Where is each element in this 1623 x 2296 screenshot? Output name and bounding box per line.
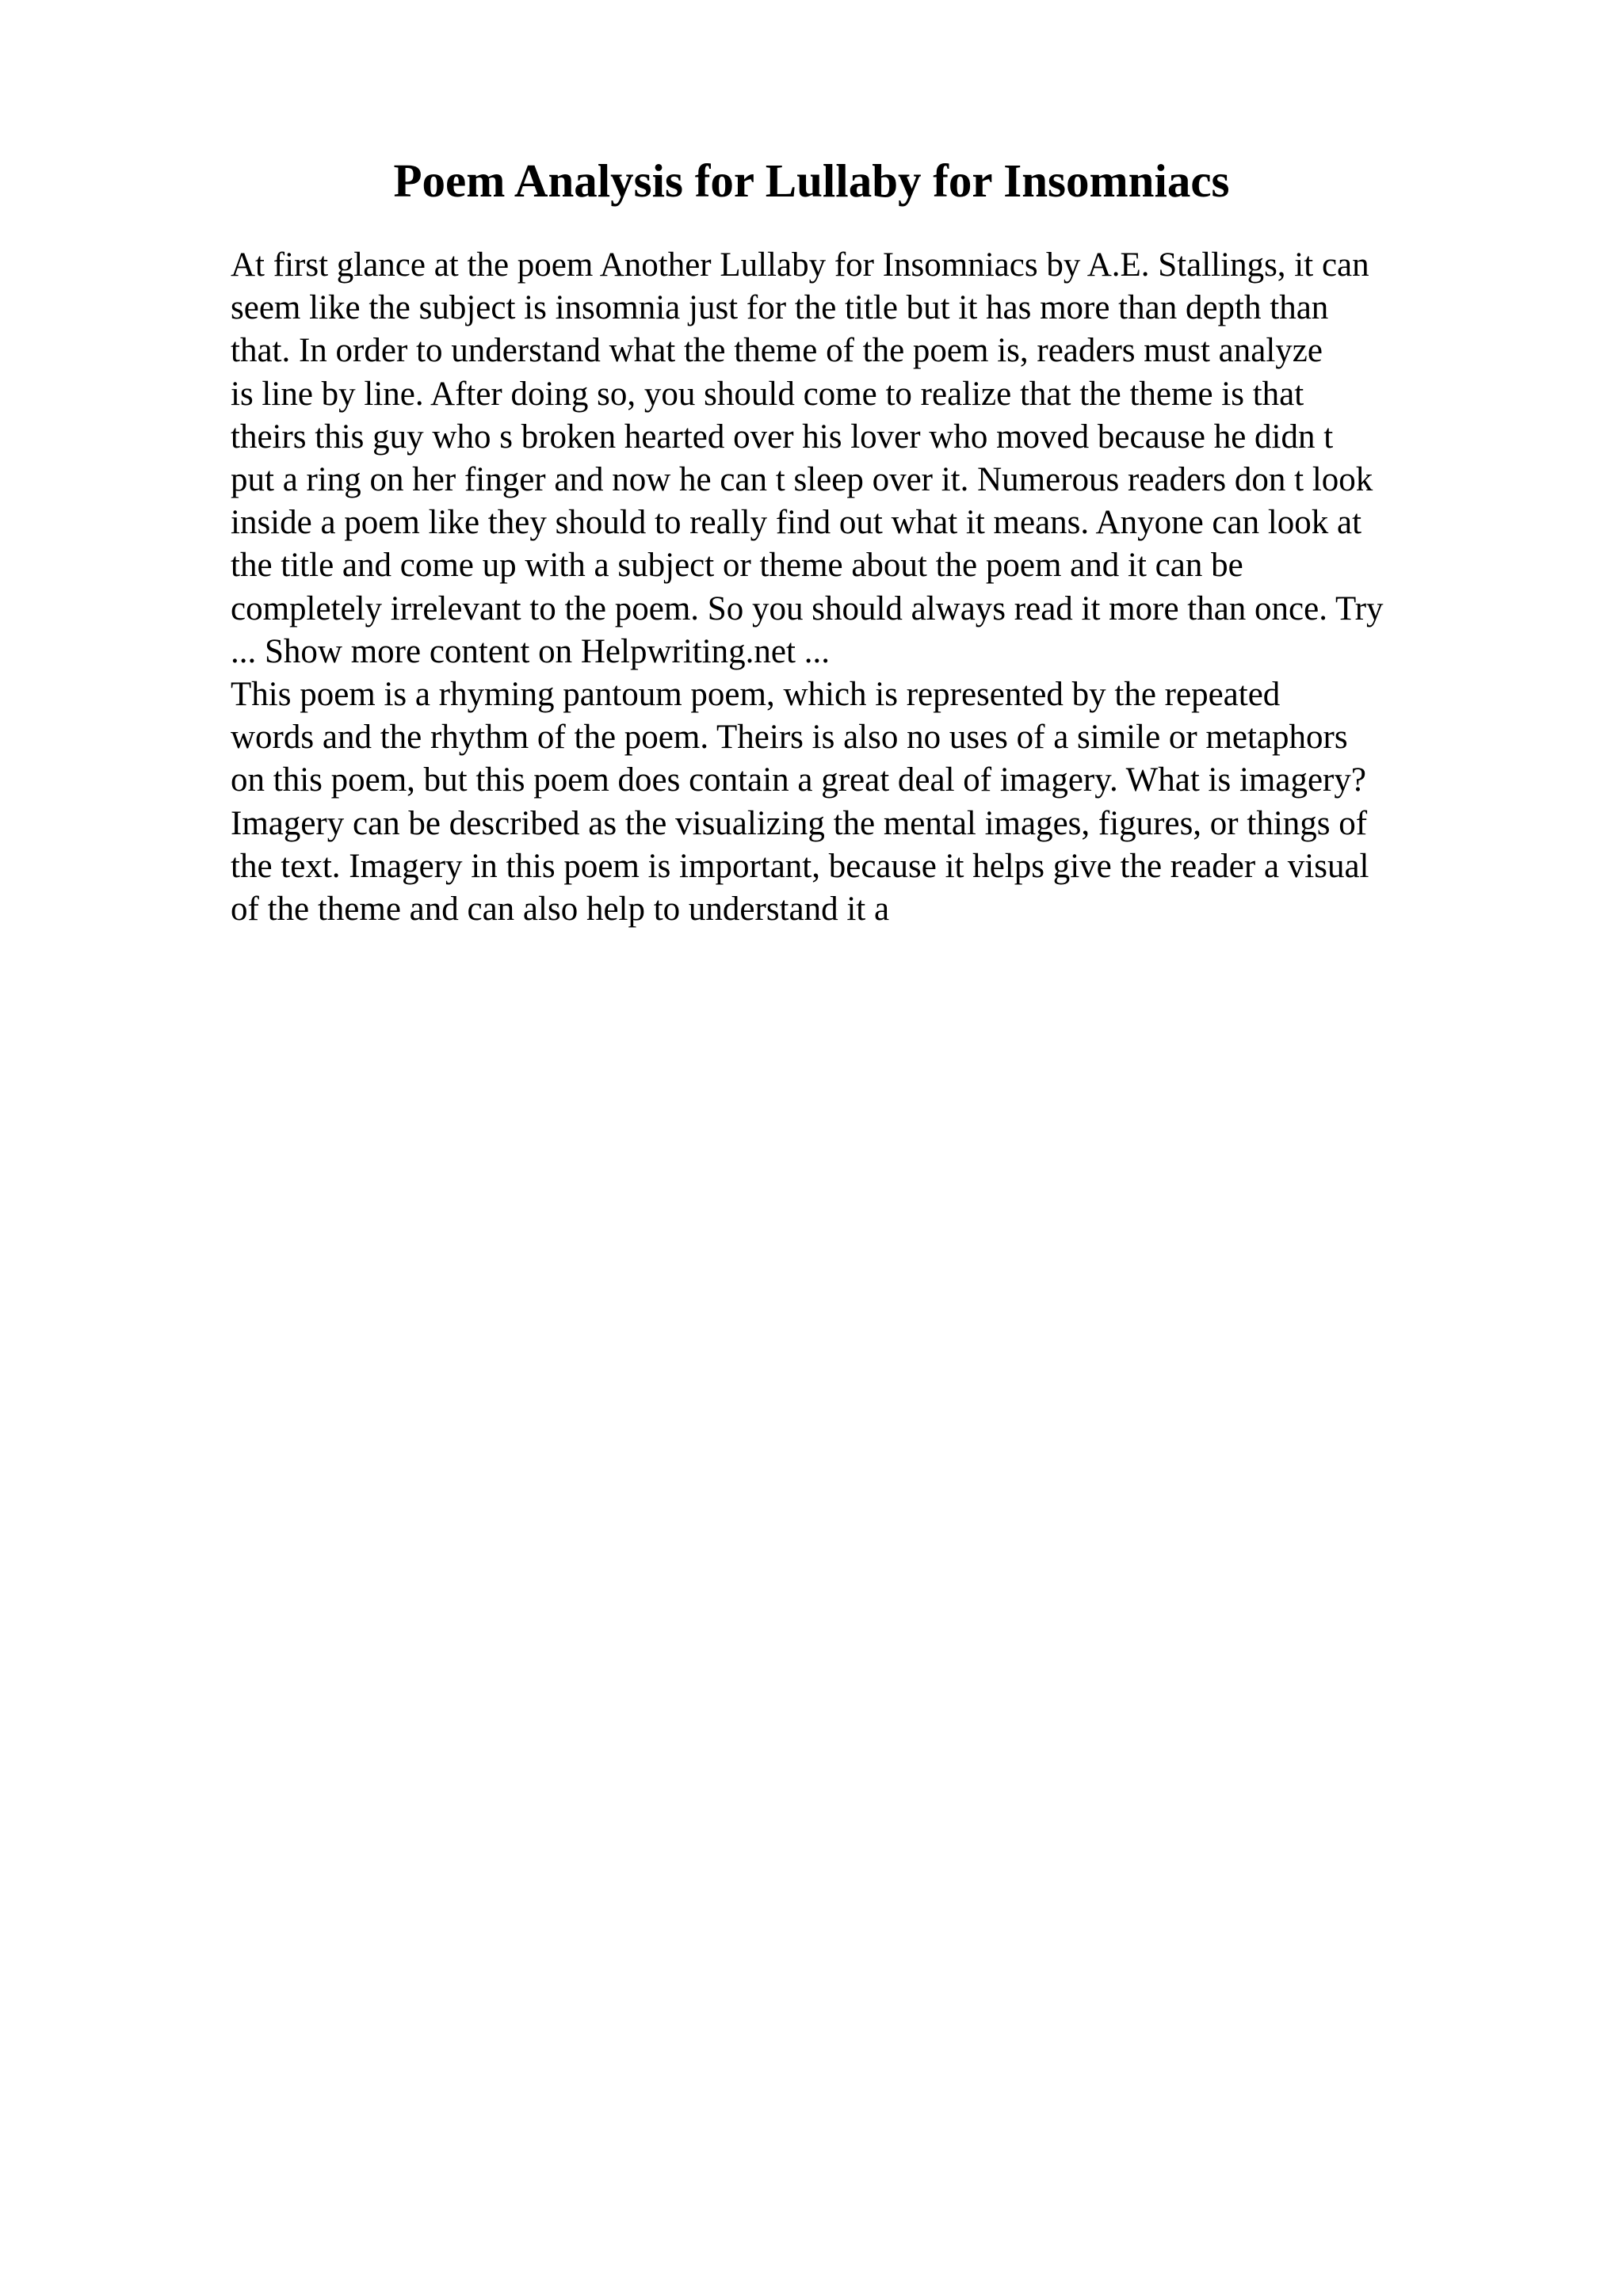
page-title: Poem Analysis for Lullaby for Insomniacs — [393, 154, 1230, 207]
body-line: This poem is a rhyming pantoum poem, which is represented by the repeated — [231, 676, 1281, 714]
body-line: seem like the subject is insomnia just for the title but it has more than depth than — [231, 289, 1329, 327]
body-line: put a ring on her finger and now he can t sleep over it. Numerous readers don t look — [231, 461, 1373, 499]
body-line: the title and come up with a subject or theme about the poem and it can be — [231, 547, 1243, 585]
body-line: on this poem, but this poem does contain a great deal of imagery. What is imagery? — [231, 761, 1366, 799]
show-more-notice: ... Show more content on Helpwriting.net ... — [231, 632, 830, 670]
body-line: that. In order to understand what the theme of the poem is, readers must analyze — [231, 332, 1323, 370]
body-line: the text. Imagery in this poem is important, because it helps give the reader a visual — [231, 847, 1369, 885]
body-line: theirs this guy who s broken hearted over his lover who moved because he didn t — [231, 418, 1334, 456]
essay-body — [231, 244, 1594, 931]
body-line: At first glance at the poem Another Lullaby for Insomniacs by A.E. Stallings, it can — [231, 246, 1369, 284]
body-line: is line by line. After doing so, you should come to realize that the theme is that — [231, 375, 1304, 413]
body-line: inside a poem like they should to really find out what it means. Anyone can look at — [231, 504, 1362, 542]
body-line: completely irrelevant to the poem. So you should always read it more than once. Try — [231, 589, 1384, 627]
body-line: Imagery can be described as the visualizing the mental images, figures, or things of — [231, 804, 1368, 842]
body-line: of the theme and can also help to understand it a — [231, 891, 890, 929]
body-line: words and the rhythm of the poem. Theirs is also no uses of a simile or metaphors — [231, 719, 1348, 757]
